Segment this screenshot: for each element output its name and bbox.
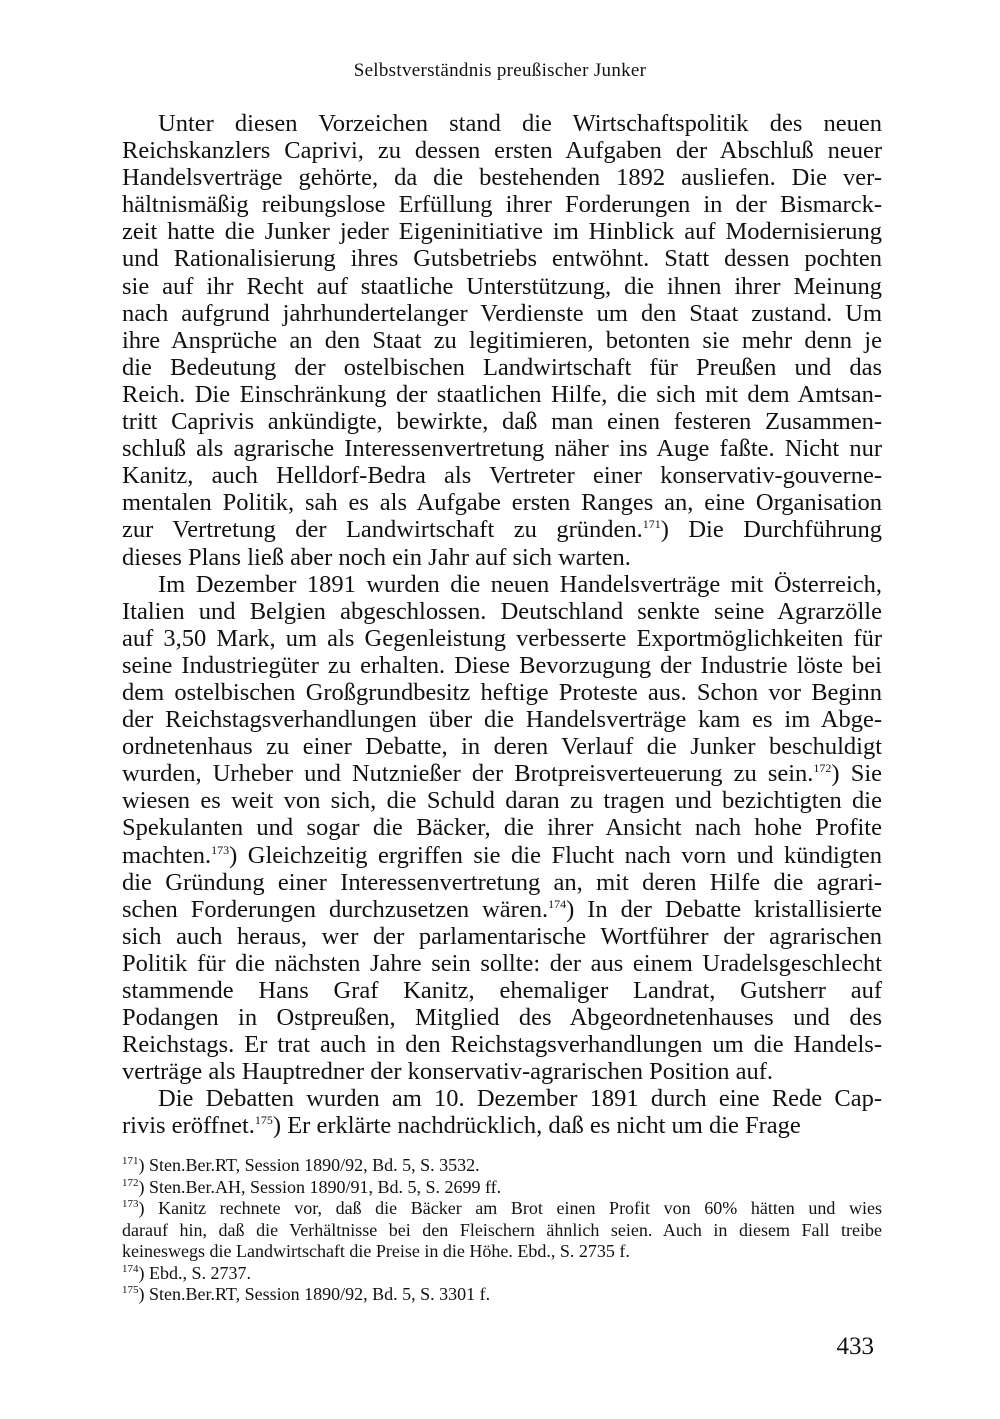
text-line: Reich. Die Einschränkung der staatlichen Hilfe, die sich mit dem Amtsan- [122, 380, 882, 408]
text-line: rivis eröffnet.$^{175}$) Er erklärte nachdrücklich, daß es nicht um die Frage [122, 1112, 801, 1140]
text-line: Reichstags. Er trat auch in den Reichstagsverhandlungen um die Handels- [122, 1031, 882, 1059]
footnote-line: $^{173}$) Kanitz rechnete vor, daß die Bäcker am Brot einen Profit von 60% hätten und wies [122, 1198, 882, 1218]
text-line: die Gründung einer Interessenvertretung an, mit deren Hilfe die agrari- [122, 868, 882, 896]
text-line: Spekulanten und sogar die Bäcker, die ihrer Ansicht nach hohe Profite [122, 814, 882, 842]
footnote-line: $^{171}$) Sten.Ber.RT, Session 1890/92, Bd. 5, S. 3532. [122, 1155, 480, 1175]
text-line: wiesen es weit von sich, die Schuld daran zu tragen und bezichtigten die [122, 787, 882, 815]
footnote-reference: 172 [813, 761, 832, 776]
text-line: Politik für die nächsten Jahre sein sollte: der aus einem Uradelsgeschlecht [122, 949, 882, 977]
footnote-number: 175 [122, 1284, 139, 1296]
footnote-line: $^{175}$) Sten.Ber.RT, Session 1890/92, Bd. 5, S. 3301 f. [122, 1284, 491, 1304]
body-text [122, 110, 882, 1140]
text-line: Die Debatten wurden am 10. Dezember 1891 durch eine Rede Cap- [158, 1085, 882, 1113]
text-line: seine Industriegüter zu erhalten. Diese Bevorzugung der Industrie löste bei [122, 651, 882, 679]
footnote-number: 173 [122, 1198, 139, 1210]
text-line: die Bedeutung der ostelbischen Landwirtschaft für Preußen und das [122, 353, 882, 381]
footnote-reference: 173 [211, 842, 230, 857]
footnote-line: keineswegs die Landwirtschaft die Preise in die Höhe. Ebd., S. 2735 f. [122, 1241, 630, 1261]
text-line: hältnismäßig reibungslose Erfüllung ihrer Forderungen in der Bismarck- [122, 191, 882, 219]
footnote-line: darauf hin, daß die Verhältnisse bei den Fleischern ähnlich seien. Auch in diesem Fall treibe [122, 1219, 882, 1240]
text-line: Unter diesen Vorzeichen stand die Wirtschaftspolitik des neuen [158, 110, 882, 137]
text-line: zeit hatte die Junker jeder Eigeninitiative im Hinblick auf Modernisierung [122, 218, 882, 246]
footnote [122, 1284, 882, 1306]
text-line: sie auf ihr Recht auf staatliche Unterstützung, die ihnen ihrer Meinung [122, 272, 882, 300]
footnote-reference: 171 [642, 517, 661, 532]
text-line: ihre Ansprüche an den Staat zu legitimieren, betonten sie mehr denn je [122, 326, 882, 354]
footnote-line: $^{174}$) Ebd., S. 2737. [122, 1262, 251, 1283]
paragraph [122, 110, 882, 571]
text-line: stammende Hans Graf Kanitz, ehemaliger Landrat, Gutsherr auf [122, 977, 882, 1004]
text-line: sich auch heraus, wer der parlamentarische Wortführer der agrarischen [122, 922, 882, 950]
footnote-number: 174 [122, 1262, 139, 1275]
text-line: mentalen Politik, sah es als Aufgabe ersten Ranges an, eine Organisation [122, 489, 882, 517]
text-line: Im Dezember 1891 wurden die neuen Handelsverträge mit Österreich, [158, 570, 882, 598]
footnote-number: 172 [122, 1176, 139, 1189]
text-line: der Reichstagsverhandlungen über die Handelsverträge kam es im Abge- [122, 706, 882, 734]
text-line: schen Forderungen durchzusetzen wären.$^{174}$) In der Debatte kristallisierte [122, 895, 883, 923]
text-line: Kanitz, auch Helldorf-Bedra als Vertreter einer konservativ-gouverne- [122, 462, 882, 490]
text-line: Reichskanzlers Caprivi, zu dessen ersten Aufgaben der Abschluß neuer [122, 137, 882, 165]
text-line: nach aufgrund jahrhundertelanger Verdienste um den Staat zustand. Um [122, 299, 882, 327]
text-line: zur Vertretung der Landwirtschaft zu gründen.$^{171}$) Die Durchführung [122, 516, 883, 544]
text-line: verträge als Hauptredner der konservativ-agrarischen Position auf. [122, 1058, 774, 1086]
footnote [122, 1155, 882, 1177]
footnotes [122, 1155, 882, 1306]
footnote [122, 1198, 882, 1263]
paragraph [122, 1085, 882, 1139]
running-head: Selbstverständnis preußischer Junker [353, 60, 647, 81]
footnote-reference: 175 [254, 1113, 273, 1128]
paragraph [122, 571, 882, 1086]
page-number: 433 [836, 1333, 874, 1360]
text-line: Handelsverträge gehörte, da die bestehenden 1892 ausliefen. Die ver- [122, 164, 882, 192]
footnote [122, 1263, 882, 1285]
text-line: schluß als agrarische Interessenvertretung näher ins Auge faßte. Nicht nur [122, 435, 882, 463]
footnote [122, 1177, 882, 1199]
text-line: Italien und Belgien abgeschlossen. Deutschland senkte seine Agrarzölle [122, 597, 882, 625]
text-line: ordnetenhaus zu einer Debatte, in deren Verlauf die Junker beschuldigt [122, 733, 882, 761]
footnote-reference: 174 [548, 896, 567, 911]
text-line: wurden, Urheber und Nutznießer der Brotpreisverteuerung zu sein.$^{172}$) Sie [122, 760, 883, 788]
footnote-number: 171 [122, 1155, 139, 1167]
text-line: und Rationalisierung ihres Gutsbetriebs entwöhnt. Statt dessen pochten [122, 245, 882, 273]
footnote-line: $^{172}$) Sten.Ber.AH, Session 1890/91, Bd. 5, S. 2699 ff. [122, 1176, 502, 1197]
text-line: dem ostelbischen Großgrundbesitz heftige Proteste aus. Schon vor Beginn [122, 678, 882, 706]
text-line: machten.$^{173}$) Gleichzeitig ergriffen sie die Flucht nach vorn und kündigten [122, 841, 882, 869]
text-line: tritt Caprivis ankündigte, bewirkte, daß man einen festeren Zusammen- [122, 408, 882, 436]
text-line: dieses Plans ließ aber noch ein Jahr auf sich warten. [122, 543, 631, 571]
text-line: auf 3,50 Mark, um als Gegenleistung verbesserte Exportmöglichkeiten für [122, 624, 882, 652]
text-line: Podangen in Ostpreußen, Mitglied des Abgeordnetenhauses und des [122, 1004, 882, 1032]
